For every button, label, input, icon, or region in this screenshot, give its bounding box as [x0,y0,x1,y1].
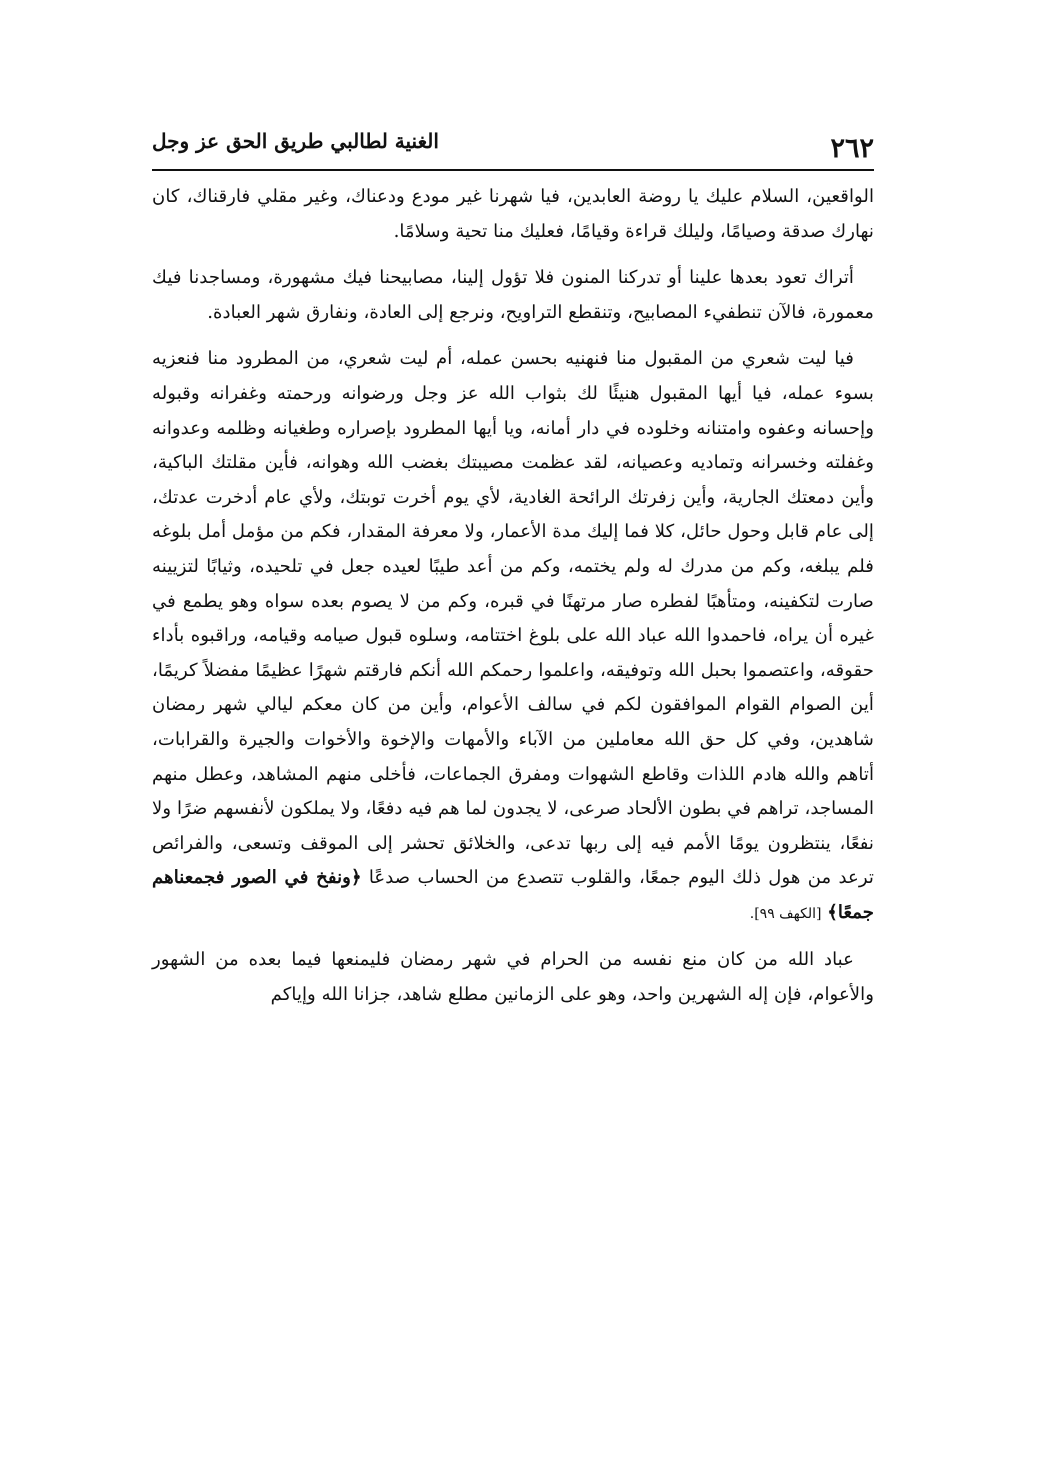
running-title: الغنية لطالبي طريق الحق عز وجل [152,129,439,153]
paragraph-with-quote [152,342,874,931]
quran-quote: ﴿ونفخ في الصور فجمعناهم جمعًا﴾ [152,867,874,923]
paragraph-text: فيا ليت شعري من المقبول منا فنهنيه بحسن عمله، أم ليت شعري، من المطرود منا فنعزيه بسوء عمله، فيا أيها المقبول هنيئًا لك بثواب الله عز وجل ورضوانه ورحمته وغفرانه وقبوله وإحسانه وعفوه وامتنانه وخلوده في دار أمانه، ويا أيها المطرود بإصراره وطغيانه وظلمه وعدوانه وغفلته وخسرانه وتماديه وعصيانه، لقد عظمت مصيبتك بغضب الله وهوانه، فأين مقلتك الباكية، وأين دمعتك الجارية، وأين زفرتك الرائحة الغادية، لأي يوم أخرت توبتك، ولأي عام أدخرت عدتك، إلى عام قابل وحول حائل، كلا فما إليك مدة الأعمار، ولا معرفة المقدار، فكم من مؤمل أمل بلوغه فلم يبلغه، وكم من مدرك له ولم يختمه، وكم من أعد طيبًا لعيده جعل في تلحيده، وثيابًا لتزيينه صارت لتكفينه، ومتأهبًا لفطره صار مرتهنًا في قبره، وكم من لا يصوم بعده سواه وهو يطمع في غيره أن يراه، فاحمدوا الله عباد الله على بلوغ اختتامه، وسلوه قبول صيامه وقيامه، وراقبوه بأداء حقوقه، واعتصموا بحبل الله وتوفيقه، واعلموا رحمكم الله أنكم فارقتم شهرًا عظيمًا مفضلاً كريمًا، أين الصوام القوام الموافقون لكم في سالف الأعوام، وأين من كان معكم ليالي شهر رمضان شاهدين، وفي كل حق الله معاملين من الآباء والأمهات والإخوة والأخوات والجيرة والقرابات، أتاهم والله هادم اللذات وقاطع الشهوات ومفرق الجماعات، فأخلى منهم المشاهد، وعطل منهم المساجد، تراهم في بطون الألحاد صرعى، لا يجدون لما هم فيه دفعًا، ولا يملكون لأنفسهم ضرًا ولا نفعًا، ينتظرون يومًا الأمم فيه إلى ربها تدعى، والخلائق تحشر إلى الموقف وتسعى، والفرائص ترعد من هول ذلك اليوم جمعًا، والقلوب تتصدع من الحساب صدعًا [152,348,874,889]
header-rule [152,169,874,171]
quran-reference: [الكهف ٩٩]. [749,905,822,922]
paragraph: الواقعين، السلام عليك يا روضة العابدين، فيا شهرنا غير مودع ودعناك، وغير مقلي فارقناك، كان نهارك صدقة وصيامًا، وليلك قراءة وقيامًا، فعليك منا تحية وسلامًا. [152,186,874,242]
page-body [152,180,874,1013]
paragraph: عباد الله من كان منع نفسه من الحرام في شهر رمضان فليمنعها فيما بعده من الشهور والأعوام، فإن إله الشهرين واحد، وهو على الزمانين مطلع شاهد، جزانا الله وإياكم [152,949,874,1006]
page-number: ٢٦٢ [830,133,874,164]
page-header [152,125,874,171]
paragraph: أتراك تعود بعدها علينا أو تدركنا المنون فلا تؤول إلينا، مصابيحنا فيك مشهورة، ومساجدنا فيك معمورة، فالآن تنطفيء المصابيح، وتنقطع التراويح، ونرجع إلى العادة، ونفارق شهر العبادة. [152,267,874,323]
